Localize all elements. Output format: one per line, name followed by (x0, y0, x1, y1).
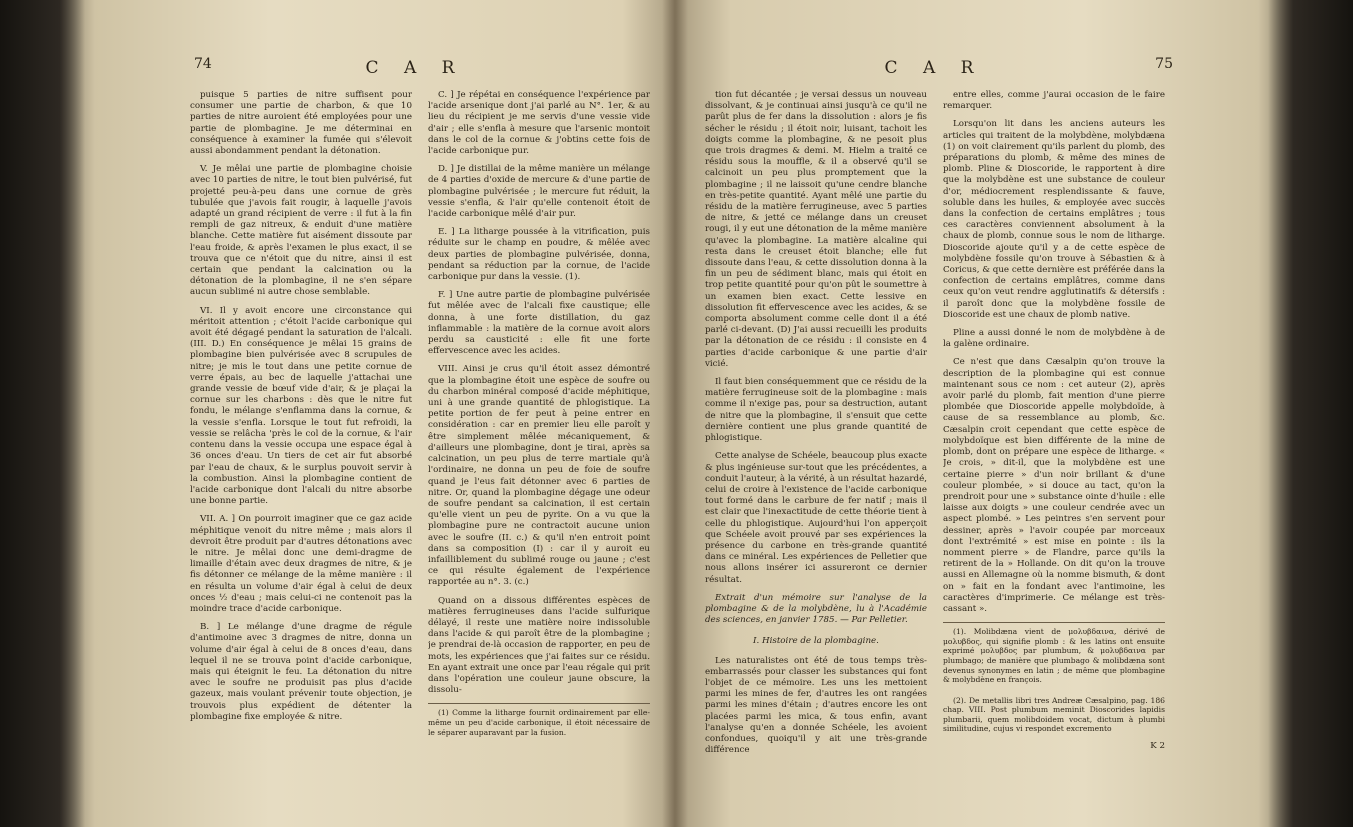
paragraph: tion fut décantée ; je versai dessus un nouveau dissolvant, & je continuai ainsi jusqu'à ce qu'il ne parût plus de fer dans la dissolution : alors je fis sécher le résidu ; il étoit noir, luisant, tachoit les doigts comme la plombagine, & ne pesoit plus que trois dragmes & demi. M. Hielm a traité ce résidu sous la mouffle, & il a observé qu'il se calcinoit un peu plus promptement que la plombagine ; il ne laissoit qu'une cendre blanche en très-petite quantité. Ayant mêlé une partie du résidu de la matière ferrugineuse, avec 5 parties de nitre, & jetté ce mélange dans un creuset rougi, il y eut une détonation de la même manière qu'avec la plombagine. La matière alcaline qui resta dans le creuset étoit blanche; elle fut dissoute dans l'eau, & cette dissolution donna à la fin un peu de sédiment blanc, mais qui étoit en trop petite quantité pour qu'on pût le soumettre à un examen bien exact. Cette lessive en dissolution fit effervescence avec les acides, & se comporta absolument comme celle dont il a été parlé ci-devant. (D) J'ai aussi recueilli les produits par la détonation de ce résidu : il consiste en 4 parties d'acide carbonique & une partie d'air vicié. (705, 90, 927, 369)
paragraph: D. ] Je distillai de la même manière un mélange de 4 parties d'oxide de mercure & d'une partie de plombagine pulvérisée ; le mercure fut réduit, la vessie s'enfla, & l'air qu'elle contenoit étoit de l'acide carbonique mêlé d'air pur. (428, 164, 650, 220)
right-column-1 (705, 90, 927, 810)
paragraph: entre elles, comme j'aurai occasion de le faire remarquer. (943, 90, 1165, 112)
left-page (180, 56, 650, 816)
footnote: (1) Comme la litharge fournit ordinairement par elle-même un peu d'acide carbonique, il étoit nécessaire de le séparer auparavant par la fusion. (428, 703, 650, 737)
book-edge-left (0, 0, 85, 827)
running-title: C A R (884, 58, 984, 78)
extract-heading: Extrait d'un mémoire sur l'analyse de la plombagine & de la molybdène, lu à l'Académie des sciences, en janvier 1785. — Par Pelletier. (705, 592, 927, 626)
right-page (695, 56, 1173, 816)
page-number: 75 (1155, 56, 1173, 72)
footnote: (1). Molibdæna vient de μολυβδαινα, dérivé de μολυβδος, qui signifie plomb : & les latins ont ensuite exprimé μολυβδος par plumbum, & μολυβδαινα par plumbago; de manière que plumbago & molibdæna sont devenus synonymes en latin ; de même que plombagine & molybdène en françois. (943, 622, 1165, 685)
paragraph: VI. Il y avoit encore une circonstance qui méritoit attention ; c'étoit l'acide carbonique qui avoit été dégagé pendant la saturation de l'alcali. (III. D.) En conséquence je mêlai 15 grains de plombagine bien pulvérisée avec 8 scrupules de nitre; je mis le tout dans une petite cornue de verre épais, au bec de laquelle j'attachai une grande vessie de bœuf vide d'air, & je plaçai la cornue sur les charbons : dès que le nitre fut fondu, le mélange s'enflamma dans la cornue, & la vessie s'enfla. Lorsque le tout fut refroidi, la vessie se relâcha 'près le col de la cornue, & l'air contenu dans la vessie occupa une espace égal à 36 onces d'eau. Un tiers de cet air fut absorbé par l'eau de chaux, & le surplus pouvoit servir à la combustion. Ainsi la plombagine contient de l'acide carbonique dont l'alcali du nitre absorbe une bonne partie. (190, 305, 412, 507)
section-title: I. Histoire de la plombagine. (753, 636, 879, 647)
right-page-header (695, 56, 1173, 84)
paragraph: VII. A. ] On pourroit imaginer que ce gaz acide méphitique venoit du nitre même ; mais alors il devroit être produit par d'autres détonations avec le nitre. Je mêlai donc une demi-dragme de limaille d'étain avec deux dragmes de nitre, & je fis détonner ce mélange de la même manière : il en résulta un volume d'air égal à celui de deux onces ½ d'eau ; mais celui-ci ne contenoit pas la moindre trace d'acide carbonique. (190, 514, 412, 614)
book-gutter (662, 0, 688, 827)
book-edge-right (1268, 0, 1353, 827)
paragraph: Ce n'est que dans Cæsalpin qu'on trouve la description de la plombagine qui est connue maintenant sous ce nom : cet auteur (2), après avoir parlé du plomb, fait mention d'une pierre plombée que Dioscoride appelle molybdoïde, à cause de sa ressemblance au plomb, &c. Cæsalpin croit cependant que cette espèce de molybdoïque est bien différente de la mine de plomb, dont on prépare une espèce de litharge. « Je crois, » dit-il, que la molybdène est une certaine pierre » d'un noir brillant & d'une couleur plombée, » si douce au tact, qu'on la prendroit pour une » substance ointe d'huile : elle laisse aux doigts » une couleur cendrée avec un aspect plombé. » Les peintres s'en servent pour dessiner, après » l'avoir coupée par morceaux dont l'extrémité » est mise en pointe : ils la nomment pierre » de Flandre, parce qu'ils la retirent de la » Hollande. On dit qu'on la trouve aussi en Allemagne où la nomme bismuth, & dont on » fait en la fondant avec l'antimoine, les caractères d'imprimerie. Ce mélange est très-cassant ». (943, 357, 1165, 614)
paragraph: Pline a aussi donné le nom de molybdène à de la galène ordinaire. (943, 328, 1165, 350)
paragraph: F. ] Une autre partie de plombagine pulvérisée fut mêlée avec de l'alcali fixe caustique; elle donna, à une forte distillation, du gaz inflammable : la matière de la cornue avoit alors perdu sa causticité : elle fit une forte effervescence avec les acides. (428, 290, 650, 357)
page-number: 74 (194, 56, 212, 72)
running-title: C A R (365, 58, 465, 78)
paragraph: E. ] La litharge poussée à la vitrification, puis réduite sur le champ en poudre, & mêlée avec deux parties de plombagine pulvérisée, donna, pendant sa réduction par la cornue, de l'acide carbonique pur dans la vessie. (1). (428, 227, 650, 283)
paragraph: Quand on a dissous différentes espèces de matières ferrugineuses dans l'acide sulfurique délayé, il reste une matière noire indissoluble dans l'acide & qui paroît être de la plombagine ; je prendrai de-là occasion de rapporter, en peu de mots, les expériences que j'ai faites sur ce résidu. En ayant extrait une once par l'eau régale qui prit dans l'opération une couleur jaune obscure, la dissolu- (428, 595, 650, 696)
footnote: (2). De metallis libri tres Andreæ Cæsalpino, pag. 186 chap. VIII. Post plumbum meminit Dioscorides lapidis plumbarii, quem molibdoidem vocat, dictum à plumbi similitudine, cujus vi respondet excremento (943, 695, 1165, 734)
left-page-header (180, 56, 650, 84)
paragraph: Lorsqu'on lit dans les anciens auteurs les articles qui traitent de la molybdène, molybdæna (1) on voit clairement qu'ils parlent du plomb, des préparations du plomb, & même des mines de plomb. Pline & Dioscoride, le rapportent à dire que la molybdène est une substance de couleur d'or, médiocrement resplendissante & fauve, soluble dans les huiles, & employée avec succès dans la confection de certains emplâtres ; tous ces caractères conviennent absolument à la chaux de plomb, connue sous le nom de litharge. Dioscoride ajoute qu'il y a de cette espèce de molybdène fossile qu'on trouve à Sébastien & à Coricus, & que cette dernière est préférée dans la confection de certains emplâtres, comme dans ceux qu'on veut rendre agglutinatifs & détersifs : il paroît donc que la molybdène fossile de Dioscoride est une chaux de plomb native. (943, 119, 1165, 320)
paragraph: VIII. Ainsi je crus qu'il étoit assez démontré que la plombagine étoit une espèce de soufre ou du charbon minéral composé d'acide méphitique, uni à une grande quantité de phlogistique. La petite portion de fer peut à peine entrer en considération : car en premier lieu elle paroît y être simplement mêlée mécaniquement, & d'ailleurs une plombagine, dont je tirai, après sa calcination, un peu plus de terre martiale qu'à l'ordinaire, ne donna un peu de foie de soufre quand je l'eus fait détonner avec 6 parties de nitre. Or, quand la plombagine dégage une odeur de soufre pendant sa calcination, il est certain qu'elle vient un peu de pyrite. On a vu que la plombagine pure ne contractoit aucune union avec le soufre (II. c.) & qu'il n'en entroit point dans sa composition (I) : car il y auroit eu infailliblement du sublimé rouge ou jaune ; c'est ce qui résulte également de l'expérience rapportée au n°. 3. (c.) (428, 364, 650, 588)
left-column-2 (428, 90, 650, 810)
paragraph: Il faut bien conséquemment que ce résidu de la matière ferrugineuse soit de la plombagine : mais comme il n'exige pas, pour sa destruction, autant de nitre que la plombagine, il s'ensuit que cette dernière contient une plus grande quantité de phlogistique. (705, 377, 927, 444)
paragraph: Cette analyse de Schéele, beaucoup plus exacte & plus ingénieuse sur-tout que les précédentes, a conduit l'auteur, à la vérité, à un résultat hazardé, celui de croire à l'existence de l'acide carbonique tout formé dans le carbure de fer natif ; mais il est clair que l'inexactitude de cette théorie tient à celle du phlogistique. Aujourd'hui l'on apperçoit que Schéele avoit prouvé par ses expériences la présence du carbone en très-grande quantité dans ce minéral. Les expériences de Pelletier que nous allons insérer ici assureront ce dernier résultat. (705, 451, 927, 585)
left-column-1 (190, 90, 412, 810)
right-column-2 (943, 90, 1165, 810)
paragraph: V. Je mêlai une partie de plombagine choisie avec 10 parties de nitre, le tout bien pulvérisé, fut projetté peu-à-peu dans une cornue de grès tubulée que j'avois fait rougir, à laquelle j'avois adapté un grand récipient de verre : il fut à la fin rempli de gaz nitreux, & enduit d'une matière blanche. Cette matière fut aisément dissoute par l'eau froide, & après l'examen le plus exact, il se trouva que ce n'étoit que du nitre, ainsi il est certain que pendant la calcination ou la détonation de la plombagine, il ne s'en sépare aucun sublimé ni autre chose semblable. (190, 164, 412, 298)
signature-mark: K 2 (1150, 741, 1165, 752)
paragraph: C. ] Je répétai en conséquence l'expérience par l'acide arsenique dont j'ai parlé au N°. 1er, & au lieu du récipient je me servis d'une vessie vide d'air ; elle s'enfla à mesure que l'arsenic montoit dans le col de la cornue & j'obtins cette fois de l'acide carbonique pur. (428, 90, 650, 157)
paragraph: B. ] Le mélange d'une dragme de régule d'antimoine avec 3 dragmes de nitre, donna un volume d'air égal à celui de 8 onces d'eau, dans lequel il ne se trouva point d'acide carbonique, mais qui éteignit le feu. La détonation du nitre avec le soufre ne produisit pas plus d'acide gazeux, mais voulant prévenir toute objection, je trouvois plus expédient de détenter la plombagine fixe employée & nitre. (190, 622, 412, 722)
paragraph: puisque 5 parties de nitre suffisent pour consumer une partie de charbon, & que 10 parties de nitre auroient été employées pour une partie de plombagine. Je me déterminai en conséquence à examiner la fumée qui s'élevoit aussi abondamment pendant la détonation. (190, 90, 412, 157)
paragraph: Les naturalistes ont été de tous temps très-embarrassés pour classer les substances qui font l'objet de ce mémoire. Les uns les mettoient parmi les mines de fer, d'autres les ont rangées parmi les mines d'étain ; d'autres encore les ont placées parmi les mica, & tous enfin, avant l'analyse qu'en a donnée Schéele, les avoient confondues, quoiqu'il y ait une très-grande différence (705, 655, 927, 756)
